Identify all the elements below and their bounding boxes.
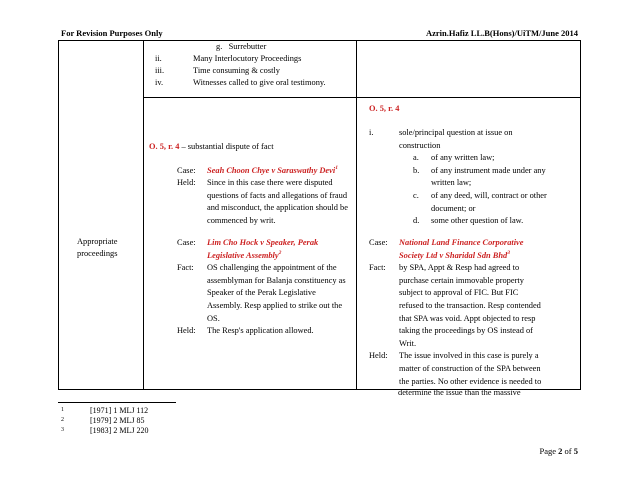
case-label: Case: [369, 238, 388, 247]
case-name: Lim Cho Hock v Speaker, Perak [207, 238, 319, 247]
held-text: the parties. No other evidence is needed to [399, 376, 542, 386]
sub-item-text: of any deed, will, contract or other [431, 191, 547, 200]
case-name: Society Ltd v Sharidal Sdn Bhd$^3$ [399, 249, 510, 260]
fact-text: that SPA was void. Appt objected to resp [399, 313, 536, 323]
held-text: questions of facts and allegations of fraud [207, 190, 348, 200]
footnote-num: 2 [61, 417, 64, 423]
point-text: sole/principal question at issue on [399, 128, 513, 137]
page-number: Page 2 of 5 [539, 446, 578, 456]
held-text: determine the issue than the massive [398, 388, 521, 397]
case-label: Case: [177, 166, 196, 175]
list-item-text: Time consuming & costly [193, 66, 280, 75]
footnote-text: [1983] 2 MLJ 220 [90, 426, 149, 435]
table-divider [356, 41, 357, 389]
section-heading: O. 5, r. 4 – substantial dispute of fact [149, 142, 274, 151]
held-text: Since in this case there were disputed [207, 178, 333, 187]
footnote-text: [1979] 2 MLJ 85 [90, 416, 145, 425]
list-item-text: Many Interlocutory Proceedings [193, 54, 302, 63]
point-num: i. [369, 128, 374, 137]
sub-item-text: document; or [431, 203, 476, 213]
held-text: matter of construction of the SPA between [399, 364, 541, 373]
sub-item-text: some other question of law. [431, 216, 524, 226]
case-name: Seah Choon Chye v Saraswathy Devi$^1$ [207, 165, 338, 175]
fact-text: subject to approval of FIC. But FIC [399, 288, 519, 298]
list-item-num: iv. [155, 78, 164, 87]
held-text: and misconduct, the application should be [207, 203, 348, 213]
list-item-text: Witnesses called to give oral testimony. [193, 78, 326, 87]
list-item: g. Surrebutter [216, 42, 267, 51]
notes-table [58, 40, 581, 390]
fact-text: taking the proceedings by OS instead of [399, 326, 533, 336]
point-text: construction [399, 140, 441, 150]
case-name: National Land Finance Corporative [399, 238, 524, 247]
held-text: The Resp's application allowed. [207, 326, 314, 336]
sub-item-num: a. [413, 153, 419, 163]
fact-text: assemblyman for Balanja constituency as [207, 275, 346, 285]
fact-text: OS challenging the appointment of the [207, 263, 337, 273]
sub-item-num: b. [413, 165, 420, 175]
table-divider [143, 41, 144, 389]
sub-item-text: of any written law; [431, 153, 495, 163]
footnote-num: 3 [61, 427, 64, 433]
fact-text: OS. [207, 313, 220, 323]
list-item-num: iii. [155, 66, 165, 75]
sub-item-num: c. [413, 191, 419, 200]
fact-text: by SPA, Appt & Resp had agreed to [399, 263, 520, 273]
row-label: Appropriate [77, 237, 118, 246]
case-name: Legislative Assembly$^2$ [207, 249, 282, 260]
sub-item-text: written law; [431, 178, 472, 188]
fact-label: Fact: [369, 263, 386, 273]
fact-text: Assembly. Resp applied to strike out the [207, 301, 343, 310]
fact-label: Fact: [177, 263, 194, 273]
section-heading: O. 5, r. 4 [369, 104, 400, 113]
footnote-num: 1 [61, 407, 64, 413]
held-label: Held: [369, 351, 388, 361]
row-label: proceedings [77, 249, 118, 258]
held-text: The issue involved in this case is purely a [399, 351, 539, 361]
fact-text: Writ. [399, 338, 417, 348]
footnote-text: [1971] 1 MLJ 112 [90, 406, 149, 415]
page-header-right: Azrin.Hafiz LL.B(Hons)/UiTM/June 2014 [425, 28, 578, 38]
fact-text: Speaker of the Perak Legislative [207, 288, 316, 298]
list-item-num: ii. [155, 54, 162, 63]
footnote-separator [58, 402, 176, 403]
fact-text: purchase certain immovable property [399, 275, 524, 285]
held-text: commenced by writ. [207, 215, 276, 225]
sub-item-num: d. [413, 216, 420, 226]
held-label: Held: [177, 326, 196, 336]
held-label: Held: [177, 178, 196, 187]
case-label: Case: [177, 238, 196, 247]
page-header-left: For Revision Purposes Only [61, 28, 163, 38]
table-row-divider [143, 97, 580, 98]
fact-text: refused to the transaction. Resp contended [399, 301, 541, 310]
sub-item-text: of any instrument made under any [431, 165, 546, 175]
